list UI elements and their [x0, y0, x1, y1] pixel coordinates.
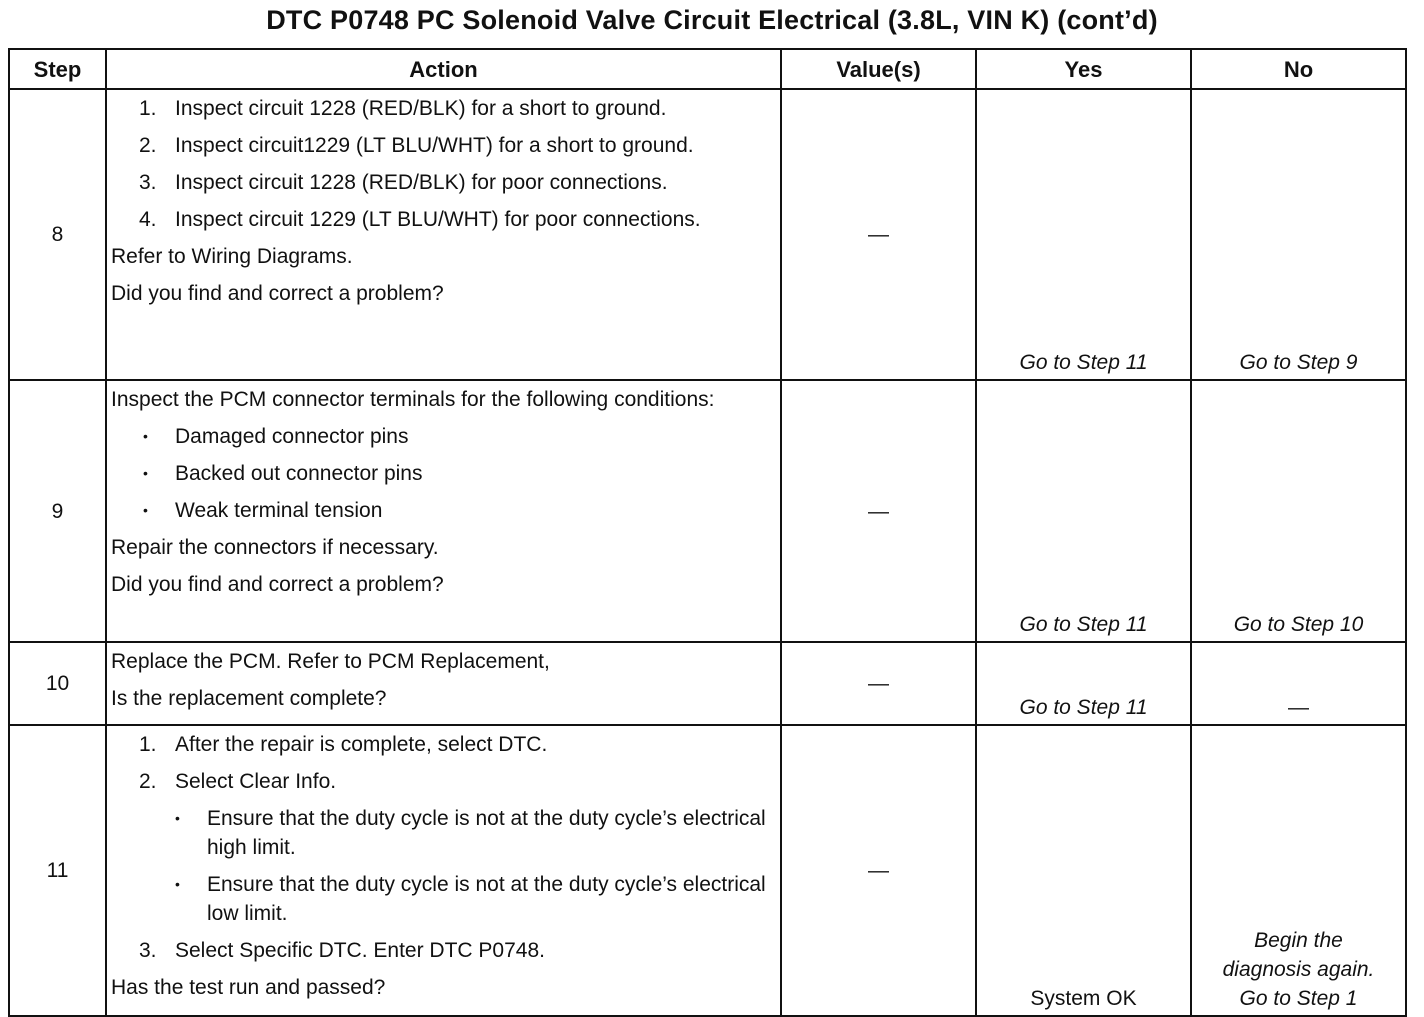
list-item — [111, 168, 774, 197]
action-note: Repair the connectors if necessary. — [111, 536, 439, 559]
page-title: DTC P0748 PC Solenoid Valve Circuit Electrical (3.8L, VIN K) (cont’d) — [266, 5, 1158, 35]
yes-result: System OK — [976, 725, 1191, 1016]
bullet-icon: • — [143, 502, 148, 518]
item-text: Weak terminal tension — [175, 499, 383, 522]
list-item — [111, 459, 774, 488]
item-number: 2. — [139, 134, 157, 157]
action-cell — [106, 642, 781, 725]
item-text: Select Specific DTC. Enter DTC P0748. — [175, 939, 545, 962]
item-number: 3. — [139, 939, 157, 962]
no-result-line: diagnosis again. — [1222, 958, 1375, 981]
table-row — [9, 89, 1406, 380]
action-note: Refer to Wiring Diagrams. — [111, 245, 353, 268]
item-text: Ensure that the duty cycle is not at the duty cycle’s electrical high limit. — [207, 807, 766, 859]
header-no: No — [1191, 49, 1406, 89]
value-cell: — — [781, 642, 976, 725]
list-item — [111, 205, 774, 234]
header-yes: Yes — [976, 49, 1191, 89]
header-step: Step — [9, 49, 106, 89]
list-item — [111, 936, 774, 965]
no-result-line: Go to Step 1 — [1239, 987, 1358, 1010]
value-cell: — — [781, 380, 976, 642]
item-number: 1. — [139, 97, 157, 120]
action-cell — [106, 725, 781, 1016]
action-cell — [106, 89, 781, 380]
item-number: 2. — [139, 770, 157, 793]
list-item — [111, 804, 774, 862]
item-number: 1. — [139, 733, 157, 756]
yes-result: Go to Step 11 — [976, 380, 1191, 642]
item-number: 3. — [139, 171, 157, 194]
item-text: Backed out connector pins — [175, 462, 423, 485]
header-action: Action — [106, 49, 781, 89]
table-row — [9, 725, 1406, 1016]
no-result: — — [1191, 642, 1406, 725]
step-number: 11 — [9, 725, 106, 1016]
action-note: Replace the PCM. Refer to PCM Replacement, — [111, 650, 550, 673]
bullet-icon: • — [175, 810, 180, 826]
item-text: Select Clear Info. — [175, 770, 337, 793]
diagnostic-table — [8, 48, 1407, 1017]
action-question: Is the replacement complete? — [111, 687, 387, 710]
action-question: Has the test run and passed? — [111, 976, 386, 999]
bullet-icon: • — [143, 465, 148, 481]
list-item — [111, 422, 774, 451]
value-cell: — — [781, 89, 976, 380]
step-number: 9 — [9, 380, 106, 642]
bullet-icon: • — [175, 876, 180, 892]
yes-result: Go to Step 11 — [976, 642, 1191, 725]
list-item — [111, 767, 774, 796]
list-item — [111, 870, 774, 928]
item-number: 4. — [139, 208, 157, 231]
list-item — [111, 730, 774, 759]
action-intro: Inspect the PCM connector terminals for the following conditions: — [111, 388, 715, 411]
table-row — [9, 642, 1406, 725]
table-header-row — [9, 49, 1406, 89]
list-item — [111, 496, 774, 525]
item-text: Inspect circuit 1228 (RED/BLK) for a short to ground. — [175, 97, 667, 120]
item-text: Damaged connector pins — [175, 425, 409, 448]
no-result: Go to Step 10 — [1191, 380, 1406, 642]
list-item — [111, 131, 774, 160]
item-text: Inspect circuit1229 (LT BLU/WHT) for a short to ground. — [175, 134, 694, 157]
action-question: Did you find and correct a problem? — [111, 573, 444, 596]
item-text: Ensure that the duty cycle is not at the duty cycle’s electrical low limit. — [207, 873, 766, 925]
yes-result: Go to Step 11 — [976, 89, 1191, 380]
item-text: After the repair is complete, select DTC. — [175, 733, 548, 756]
action-question: Did you find and correct a problem? — [111, 282, 444, 305]
bullet-icon: • — [143, 428, 148, 444]
header-values: Value(s) — [781, 49, 976, 89]
item-text: Inspect circuit 1228 (RED/BLK) for poor connections. — [175, 171, 668, 194]
no-result: Go to Step 9 — [1191, 89, 1406, 380]
item-text: Inspect circuit 1229 (LT BLU/WHT) for poor connections. — [175, 208, 701, 231]
value-cell: — — [781, 725, 976, 1016]
no-result-line: Begin the — [1254, 929, 1343, 952]
step-number: 10 — [9, 642, 106, 725]
list-item — [111, 94, 774, 123]
step-number: 8 — [9, 89, 106, 380]
action-cell — [106, 380, 781, 642]
no-result — [1191, 725, 1406, 1016]
table-row — [9, 380, 1406, 642]
